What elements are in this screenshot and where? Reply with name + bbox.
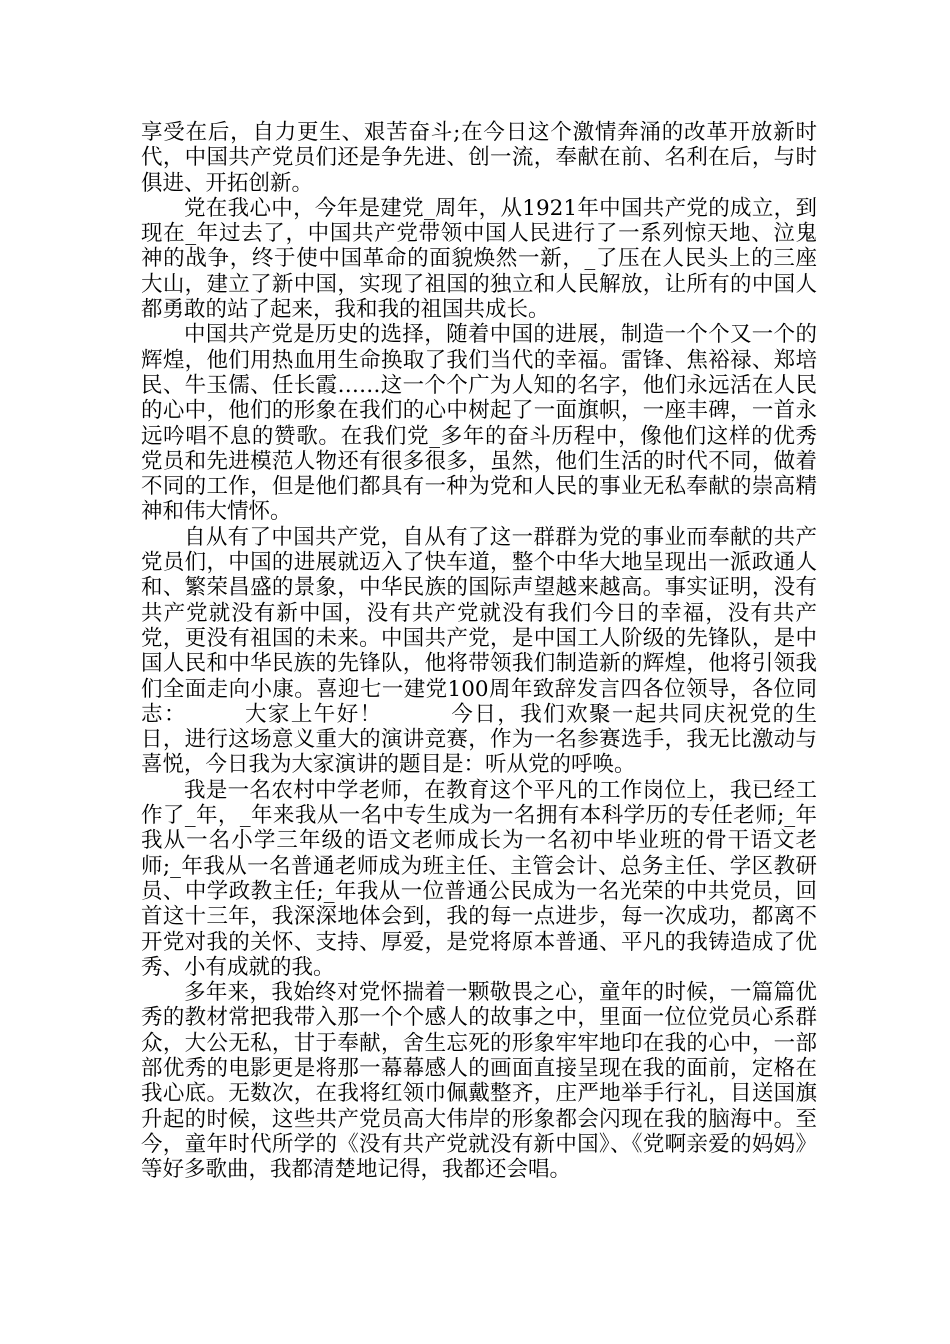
paragraph-2: 党在我心中，今年是建党_周年，从1921年中国共产党的成立，到现在_年过去了，中国共产党带领中国人民进行了一系列惊天地、泣鬼神的战争，终于使中国革命的面貌焕然一新，_了压在人民头上的三座大山，建立了新中国，实现了祖国的独立和人民解放，让所有的中国人都勇敢的站了起来，我和我的祖国共成长。 [141,195,817,323]
paragraph-6: 多年来，我始终对党怀揣着一颗敬畏之心，童年的时候，一篇篇优秀的教材常把我带入那一个个感人的故事之中，里面一位位党员心系群众，大公无私，甘于奉献，舍生忘死的形象牢牢地印在我的心中，一部部优秀的电影更是将那一幕幕感人的画面直接呈现在我的面前，定格在我心底。无数次，在我将红领巾佩戴整齐，庄严地举手行礼，目送国旗升起的时候，这些共产党员高大伟岸的形象都会闪现在我的脑海中。至今，童年时代所学的《没有共产党就没有新中国》、《党啊亲爱的妈妈》等好多歌曲，我都清楚地记得，我都还会唱。 [141,980,817,1183]
paragraph-5: 我是一名农村中学老师，在教育这个平凡的工作岗位上，我已经工作了_年，_年来我从一名中专生成为一名拥有本科学历的专任老师;_年我从一名小学三年级的语文老师成长为一名初中毕业班的骨干语文老师;_年我从一名普通老师成为班主任、主管会计、总务主任、学区教研员、中学政教主任;_年我从一位普通公民成为一名光荣的中共党员，回首这十三年，我深深地体会到，我的每一点进步，每一次成功，都离不开党对我的关怀、支持、厚爱，是党将原本普通、平凡的我铸造成了优秀、小有成就的我。 [141,777,817,980]
document-body [141,120,817,1182]
paragraph-4: 自从有了中国共产党，自从有了这一群群为党的事业而奉献的共产党员们，中国的进展就迈入了快车道，整个中华大地呈现出一派政通人和、繁荣昌盛的景象，中华民族的国际声望越来越高。事实证明，没有共产党就没有新中国，没有共产党就没有我们今日的幸福，没有共产党，更没有祖国的未来。中国共产党，是中国工人阶级的先锋队，是中国人民和中华民族的先锋队，他将带领我们制造新的辉煌，他将引领我们全面走向小康。喜迎七一建党100周年致辞发言四各位领导，各位同志： 大家上午好！ 今日，我们欢聚一起共同庆祝党的生日，进行这场意义重大的演讲竞赛，作为一名参赛选手，我无比激动与喜悦，今日我为大家演讲的题目是：听从党的呼唤。 [141,524,817,778]
paragraph-1: 享受在后，自力更生、艰苦奋斗;在今日这个激情奔涌的改革开放新时代，中国共产党员们还是争先进、创一流，奉献在前、名利在后，与时俱进、开拓创新。 [141,120,817,196]
paragraph-3: 中国共产党是历史的选择，随着中国的进展，制造一个个又一个的辉煌，他们用热血用生命换取了我们当代的幸福。雷锋、焦裕禄、郑培民、牛玉儒、任长霞……这一个个广为人知的名字，他们永远活在人民的心中，他们的形象在我们的心中树起了一面旗帜，一座丰碑，一首永远吟唱不息的赞歌。在我们党_多年的奋斗历程中，像他们这样的优秀党员和先进模范人物还有很多很多，虽然，他们生活的时代不同，做着不同的工作，但是他们都具有一种为党和人民的事业无私奉献的崇高精神和伟大情怀。 [141,322,817,525]
